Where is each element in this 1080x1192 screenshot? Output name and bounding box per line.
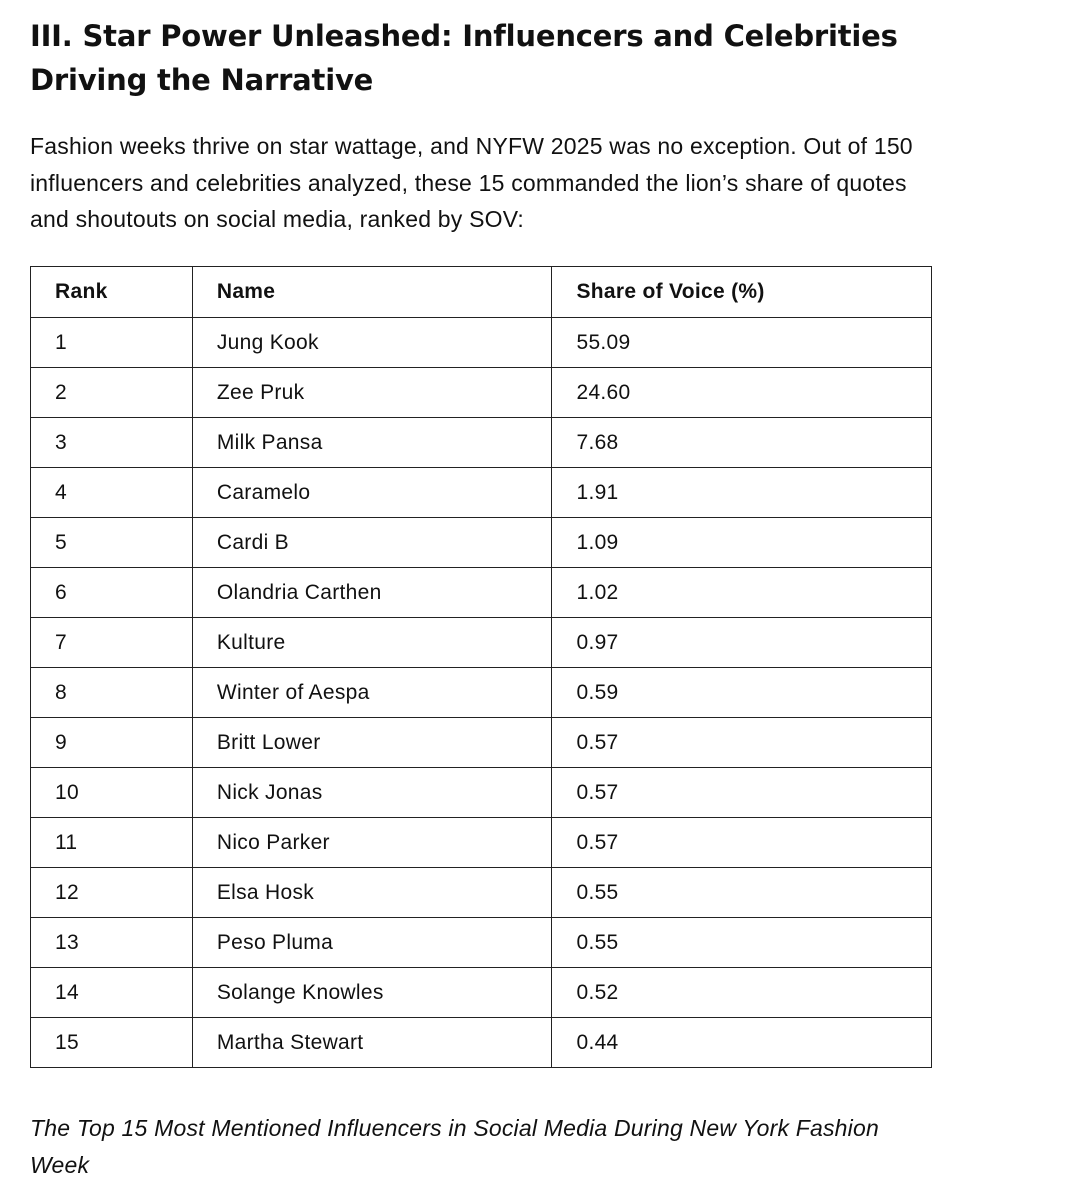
cell-rank: 11 (31, 818, 193, 868)
cell-rank: 15 (31, 1018, 193, 1068)
article-section (30, 0, 1030, 1178)
cell-rank: 12 (31, 868, 193, 918)
table-row (31, 318, 932, 368)
cell-sov: 0.57 (552, 818, 932, 868)
cell-sov: 0.59 (552, 668, 932, 718)
cell-name: Milk Pansa (192, 418, 552, 468)
table-header-row (31, 267, 932, 318)
cell-name: Caramelo (192, 468, 552, 518)
cell-sov: 24.60 (552, 368, 932, 418)
cell-name: Zee Pruk (192, 368, 552, 418)
cell-name: Nick Jonas (192, 768, 552, 818)
cell-sov: 0.55 (552, 918, 932, 968)
cell-rank: 1 (31, 318, 193, 368)
table-row (31, 668, 932, 718)
cell-rank: 13 (31, 918, 193, 968)
cell-sov: 0.44 (552, 1018, 932, 1068)
table-caption: The Top 15 Most Mentioned Influencers in Social Media During New York Fashion Week (30, 1115, 879, 1178)
table-row (31, 1018, 932, 1068)
cell-rank: 5 (31, 518, 193, 568)
cell-rank: 7 (31, 618, 193, 668)
cell-sov: 0.57 (552, 718, 932, 768)
cell-sov: 1.09 (552, 518, 932, 568)
cell-sov: 0.97 (552, 618, 932, 668)
table-row (31, 868, 932, 918)
cell-name: Cardi B (192, 518, 552, 568)
cell-name: Martha Stewart (192, 1018, 552, 1068)
table-row (31, 518, 932, 568)
cell-name: Jung Kook (192, 318, 552, 368)
column-header-rank: Rank (31, 267, 193, 318)
cell-name: Peso Pluma (192, 918, 552, 968)
column-header-name: Name (192, 267, 552, 318)
table-row (31, 618, 932, 668)
table-row (31, 818, 932, 868)
cell-sov: 7.68 (552, 418, 932, 468)
share-of-voice-table (30, 266, 932, 1068)
table-row (31, 418, 932, 468)
table-row (31, 368, 932, 418)
cell-sov: 1.91 (552, 468, 932, 518)
cell-name: Elsa Hosk (192, 868, 552, 918)
cell-rank: 3 (31, 418, 193, 468)
cell-name: Britt Lower (192, 718, 552, 768)
cell-name: Winter of Aespa (192, 668, 552, 718)
cell-sov: 0.55 (552, 868, 932, 918)
table-body (31, 318, 932, 1068)
cell-sov: 0.57 (552, 768, 932, 818)
cell-rank: 2 (31, 368, 193, 418)
cell-rank: 6 (31, 568, 193, 618)
cell-rank: 4 (31, 468, 193, 518)
table-row (31, 768, 932, 818)
section-heading: III. Star Power Unleashed: Influencers and Celebrities Driving the Narrative (30, 19, 898, 97)
table-row (31, 468, 932, 518)
cell-sov: 1.02 (552, 568, 932, 618)
cell-rank: 8 (31, 668, 193, 718)
cell-name: Kulture (192, 618, 552, 668)
column-header-sov: Share of Voice (%) (552, 267, 932, 318)
cell-name: Solange Knowles (192, 968, 552, 1018)
cell-rank: 10 (31, 768, 193, 818)
table-row (31, 918, 932, 968)
cell-sov: 55.09 (552, 318, 932, 368)
table-row (31, 968, 932, 1018)
table-row (31, 718, 932, 768)
cell-sov: 0.52 (552, 968, 932, 1018)
intro-paragraph: Fashion weeks thrive on star wattage, and NYFW 2025 was no exception. Out of 150 influencers and celebrities analyzed, these 15 commanded the lion’s share of quotes and shoutouts on social media, ranked by SOV: (30, 133, 913, 232)
cell-name: Olandria Carthen (192, 568, 552, 618)
table-row (31, 568, 932, 618)
cell-name: Nico Parker (192, 818, 552, 868)
cell-rank: 9 (31, 718, 193, 768)
cell-rank: 14 (31, 968, 193, 1018)
